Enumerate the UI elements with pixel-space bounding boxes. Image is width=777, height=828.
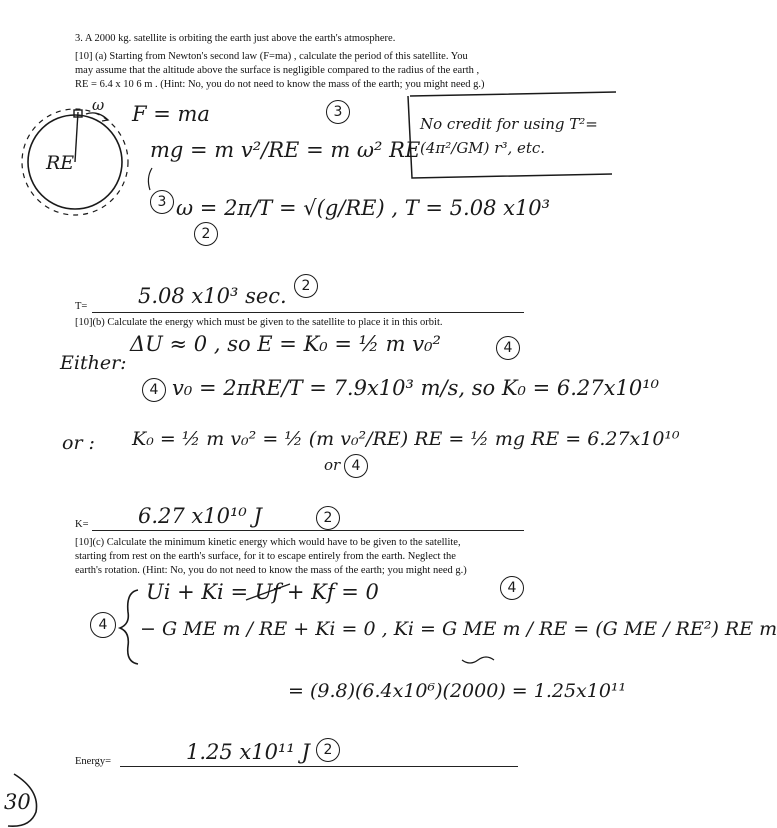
part-b-equation-3: K₀ = ½ m v₀² = ½ (m v₀²/RE) RE = ½ mg RE = 6.27x10¹⁰: [132, 428, 680, 450]
hint-arrow: [148, 168, 152, 190]
k-label: K=: [75, 519, 89, 530]
problem-intro: 3. A 2000 kg. satellite is orbiting the earth just above the earth's atmosphere.: [75, 33, 396, 44]
part-b-line: [10](b) Calculate the energy which must be given to the satellite to place it in this orbit.: [75, 317, 443, 328]
score-mark-4d: 4: [90, 612, 116, 638]
score-mark-3a: 3: [326, 100, 350, 124]
f-ma-equation: F = ma: [132, 102, 210, 126]
part-a-line-2: may assume that the altitude above the surface is negligible compared to the radius of the earth ,: [75, 65, 480, 76]
part-c-equation-2: − G ME m / RE + Ki = 0 , Ki = G ME m / RE = (G ME / RE²) RE m: [140, 618, 777, 640]
score-mark-4b: 4: [142, 378, 166, 402]
score-mark-2a: 2: [194, 222, 218, 246]
score-mark-4e: 4: [500, 576, 524, 600]
total-score: 30: [4, 790, 31, 814]
radius-line: [75, 112, 78, 162]
score-mark-2k: 2: [316, 506, 340, 530]
part-c-equation-3: = (9.8)(6.4x10⁶)(2000) = 1.25x10¹¹: [288, 680, 627, 702]
part-b-equation-2: v₀ = 2πRE/T = 7.9x10³ m/s, so K₀ = 6.27x10¹⁰: [172, 376, 660, 400]
omega-label: ω: [92, 96, 105, 114]
re-label: RE: [46, 152, 75, 174]
re2-squiggle: [462, 657, 494, 663]
score-mark-3b: 3: [150, 190, 174, 214]
or-small-label: or: [324, 456, 341, 474]
part-b-equation-1: ΔU ≈ 0 , so E = K₀ = ½ m v₀²: [130, 332, 441, 356]
mg-equation: mg = m v²/RE = m ω² RE: [150, 138, 421, 162]
part-c-line-1: [10](c) Calculate the minimum kinetic energy which would have to be given to the satellite,: [75, 537, 461, 548]
score-mark-2e: 2: [316, 738, 340, 762]
score-mark-4c: 4: [344, 454, 368, 478]
part-a-line-3: RE = 6.4 x 10 6 m . (Hint: No, you do not need to know the mass of the earth; you might need g.): [75, 79, 485, 90]
energy-label: Energy=: [75, 756, 112, 767]
no-credit-note: No credit for using T²=(4π²/GM) r³, etc.: [420, 115, 598, 157]
t-answer: 5.08 x10³ sec.: [138, 284, 287, 308]
either-label: Either:: [60, 352, 127, 374]
or-label: or :: [62, 432, 95, 454]
part-c-line-3: earth's rotation. (Hint: No, you do not need to know the mass of the earth; you might need g.): [75, 565, 467, 576]
part-a-line-1: [10] (a) Starting from Newton's second law (F=ma) , calculate the period of this satellite. You: [75, 51, 468, 62]
part-c-equation-1: Ui + Ki = Uf + Kf = 0: [146, 580, 379, 604]
energy-answer: 1.25 x10¹¹ J: [186, 740, 310, 764]
part-c-line-2: starting from rest on the earth's surface, for it to escape entirely from the earth. Neglect the: [75, 551, 456, 562]
score-mark-2t: 2: [294, 274, 318, 298]
score-mark-4a: 4: [496, 336, 520, 360]
k-answer: 6.27 x10¹⁰ J: [138, 504, 262, 528]
part-c-brace: [120, 590, 138, 664]
t-label: T=: [75, 301, 88, 312]
omega-equation: ω = 2π/T = √(g/RE) , T = 5.08 x10³: [176, 196, 551, 220]
